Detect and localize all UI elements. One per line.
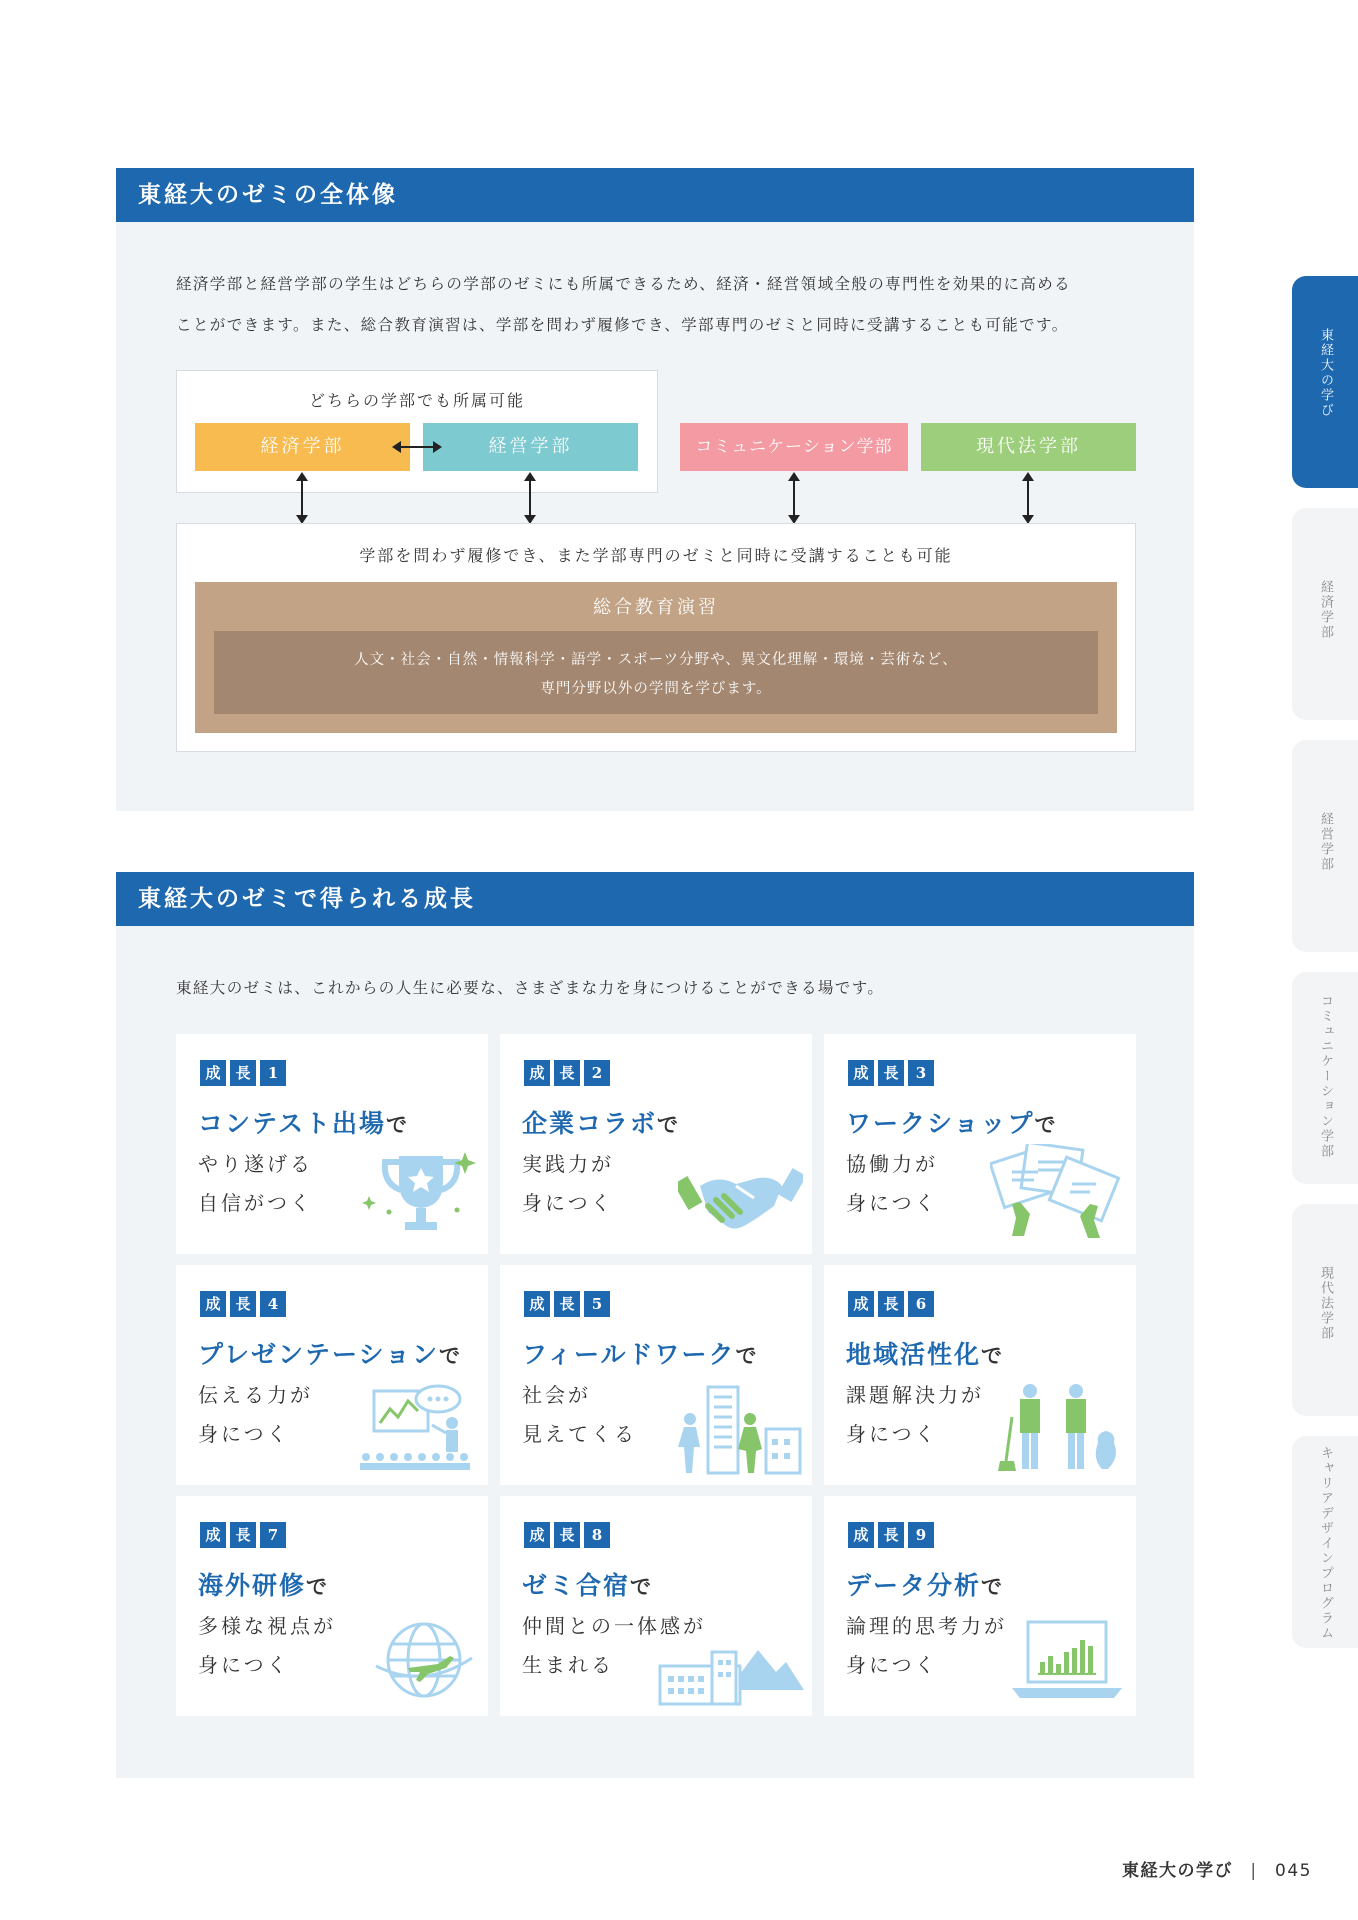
page-footer <box>1122 1856 1312 1881</box>
badge-char: 長 <box>878 1060 904 1086</box>
badge-number: 4 <box>260 1291 286 1317</box>
growth-line-2: 自信がつく <box>198 1191 313 1215</box>
growth-line-2: 身につく <box>846 1653 938 1677</box>
presentation-icon <box>356 1383 476 1473</box>
growth-line-2: 身につく <box>522 1191 614 1215</box>
badge-char: 長 <box>554 1291 580 1317</box>
growth-tail: で <box>981 1344 1005 1368</box>
growth-title <box>846 1104 1058 1140</box>
growth-tail: で <box>657 1113 681 1137</box>
growth-line-2: 生まれる <box>522 1653 614 1677</box>
growth-tail: で <box>306 1575 330 1599</box>
growth-highlight: フィールドワーク <box>522 1340 736 1369</box>
growth-line-2: 身につく <box>846 1422 938 1446</box>
growth-line-1: 協働力が <box>846 1152 938 1176</box>
growth-highlight: 企業コラボ <box>522 1109 658 1138</box>
side-tab-label: コミュニケーション学部 <box>1318 994 1333 1159</box>
growth-card-9 <box>824 1496 1136 1716</box>
badge-char: 成 <box>524 1522 550 1548</box>
growth-title <box>522 1104 680 1140</box>
double-arrow-law <box>1027 474 1029 522</box>
badge-char: 成 <box>524 1291 550 1317</box>
double-arrow-horizontal <box>394 446 440 448</box>
growth-line-1: 論理的思考力が <box>846 1614 1007 1638</box>
growth-line-2: 身につく <box>198 1653 290 1677</box>
growth-title <box>846 1566 1004 1602</box>
growth-badge <box>200 1291 286 1317</box>
laptop-chart-icon <box>1008 1618 1126 1702</box>
growth-highlight: コンテスト出場 <box>198 1109 387 1138</box>
badge-char: 長 <box>554 1060 580 1086</box>
footer-section: 東経大の学び <box>1121 1861 1233 1881</box>
growth-tail: で <box>981 1575 1005 1599</box>
growth-badge <box>848 1060 934 1086</box>
growth-line-1: 多様な視点が <box>198 1614 336 1638</box>
growth-heading: 東経大のゼミで得られる成長 <box>116 872 1194 926</box>
growth-highlight: 地域活性化 <box>846 1340 982 1369</box>
overview-intro-line-1: 経済学部と経営学部の学生はどちらの学部のゼミにも所属できるため、経済・経営領域全般の専門性を効果的に高める <box>176 275 1072 293</box>
side-tab-4[interactable] <box>1292 1204 1358 1416</box>
growth-card-4 <box>176 1265 488 1485</box>
growth-tail: で <box>1034 1113 1058 1137</box>
city-walk-icon <box>674 1383 804 1475</box>
documents-icon <box>990 1144 1125 1244</box>
badge-number: 1 <box>260 1060 286 1086</box>
growth-card-2 <box>500 1034 812 1254</box>
handshake-icon <box>678 1156 803 1241</box>
badge-char: 成 <box>200 1522 226 1548</box>
growth-card-6 <box>824 1265 1136 1485</box>
growth-badge <box>524 1060 610 1086</box>
badge-char: 成 <box>848 1060 874 1086</box>
side-tab-label: 東経大の学び <box>1318 328 1333 418</box>
growth-title <box>522 1335 759 1371</box>
overview-intro-line-2: ことができます。また、総合教育演習は、学部を問わず履修でき、学部専門のゼミと同時に受講することも可能です。 <box>176 316 1069 334</box>
side-tab-label: 現代法学部 <box>1318 1266 1333 1341</box>
badge-char: 長 <box>554 1522 580 1548</box>
growth-title <box>198 1104 409 1140</box>
either-faculty-label: どちらの学部でも所属可能 <box>308 391 525 410</box>
growth-line-1: 伝える力が <box>198 1383 313 1407</box>
faculty-economics: 経済学部 <box>195 423 410 471</box>
badge-number: 6 <box>908 1291 934 1317</box>
growth-line-1: 仲間との一体感が <box>522 1614 706 1638</box>
badge-char: 成 <box>200 1291 226 1317</box>
side-tab-5[interactable] <box>1292 1436 1358 1648</box>
growth-badge <box>524 1522 610 1548</box>
faculty-business: 経営学部 <box>423 423 638 471</box>
side-tab-0[interactable] <box>1292 276 1358 488</box>
growth-highlight: 海外研修 <box>198 1571 307 1600</box>
badge-number: 3 <box>908 1060 934 1086</box>
footer-separator: | <box>1250 1861 1258 1881</box>
growth-line-2: 身につく <box>198 1422 290 1446</box>
growth-line-1: やり遂げる <box>198 1152 313 1176</box>
growth-line-2: 見えてくる <box>522 1422 637 1446</box>
growth-intro: 東経大のゼミは、これからの人生に必要な、さまざまな力を身につけることができる場です。 <box>176 979 885 997</box>
general-education-title: 総合教育演習 <box>593 597 719 618</box>
double-arrow-business <box>529 474 531 522</box>
badge-number: 5 <box>584 1291 610 1317</box>
badge-number: 7 <box>260 1522 286 1548</box>
growth-highlight: ワークショップ <box>846 1109 1035 1138</box>
growth-card-7 <box>176 1496 488 1716</box>
growth-badge <box>848 1291 934 1317</box>
cleanup-icon <box>996 1377 1126 1473</box>
overview-heading: 東経大のゼミの全体像 <box>116 168 1194 222</box>
side-tab-2[interactable] <box>1292 740 1358 952</box>
badge-char: 成 <box>848 1291 874 1317</box>
growth-card-3 <box>824 1034 1136 1254</box>
growth-badge <box>200 1522 286 1548</box>
faculty-communication: コミュニケーション学部 <box>680 423 908 471</box>
growth-title <box>846 1335 1004 1371</box>
growth-line-1: 社会が <box>522 1383 591 1407</box>
side-tab-label: 経済学部 <box>1318 580 1333 640</box>
double-arrow-communication <box>793 474 795 522</box>
growth-card-8 <box>500 1496 812 1716</box>
growth-badge <box>200 1060 286 1086</box>
growth-line-1: 課題解決力が <box>846 1383 984 1407</box>
growth-line-1: 実践力が <box>522 1152 614 1176</box>
side-tab-label: キャリアデザインプログラム <box>1318 1446 1333 1641</box>
badge-char: 成 <box>524 1060 550 1086</box>
badge-number: 8 <box>584 1522 610 1548</box>
growth-title <box>198 1335 462 1371</box>
page-number: 045 <box>1275 1861 1312 1881</box>
growth-tail: で <box>630 1575 654 1599</box>
side-tab-1[interactable] <box>1292 508 1358 720</box>
general-education-inner <box>214 631 1098 714</box>
badge-char: 長 <box>230 1522 256 1548</box>
growth-highlight: ゼミ合宿 <box>522 1571 631 1600</box>
globe-plane-icon <box>372 1620 476 1702</box>
side-tab-3[interactable] <box>1292 972 1358 1184</box>
growth-badge <box>848 1522 934 1548</box>
general-education-desc-1: 人文・社会・自然・情報科学・語学・スポーツ分野や、異文化理解・環境・芸術など、 <box>354 652 958 668</box>
growth-highlight: プレゼンテーション <box>198 1340 440 1369</box>
growth-highlight: データ分析 <box>846 1571 982 1600</box>
trophy-icon <box>361 1144 476 1244</box>
badge-char: 長 <box>878 1291 904 1317</box>
faculty-law: 現代法学部 <box>921 423 1136 471</box>
side-tab-label: 経営学部 <box>1318 812 1333 872</box>
general-education-desc-2: 専門分野以外の学問を学びます。 <box>540 681 772 697</box>
growth-tail: で <box>735 1344 759 1368</box>
general-education-caption: 学部を問わず履修でき、また学部専門のゼミと同時に受講することも可能 <box>359 546 953 565</box>
badge-char: 長 <box>230 1291 256 1317</box>
growth-line-2: 身につく <box>846 1191 938 1215</box>
lodge-mountain-icon <box>658 1636 806 1706</box>
growth-tail: で <box>386 1113 410 1137</box>
growth-title <box>198 1566 329 1602</box>
growth-tail: で <box>439 1344 463 1368</box>
badge-char: 成 <box>200 1060 226 1086</box>
badge-number: 2 <box>584 1060 610 1086</box>
growth-card-1 <box>176 1034 488 1254</box>
badge-char: 長 <box>230 1060 256 1086</box>
badge-char: 長 <box>878 1522 904 1548</box>
badge-number: 9 <box>908 1522 934 1548</box>
badge-char: 成 <box>848 1522 874 1548</box>
growth-title <box>522 1566 653 1602</box>
double-arrow-economics <box>301 474 303 522</box>
growth-card-5 <box>500 1265 812 1485</box>
growth-badge <box>524 1291 610 1317</box>
